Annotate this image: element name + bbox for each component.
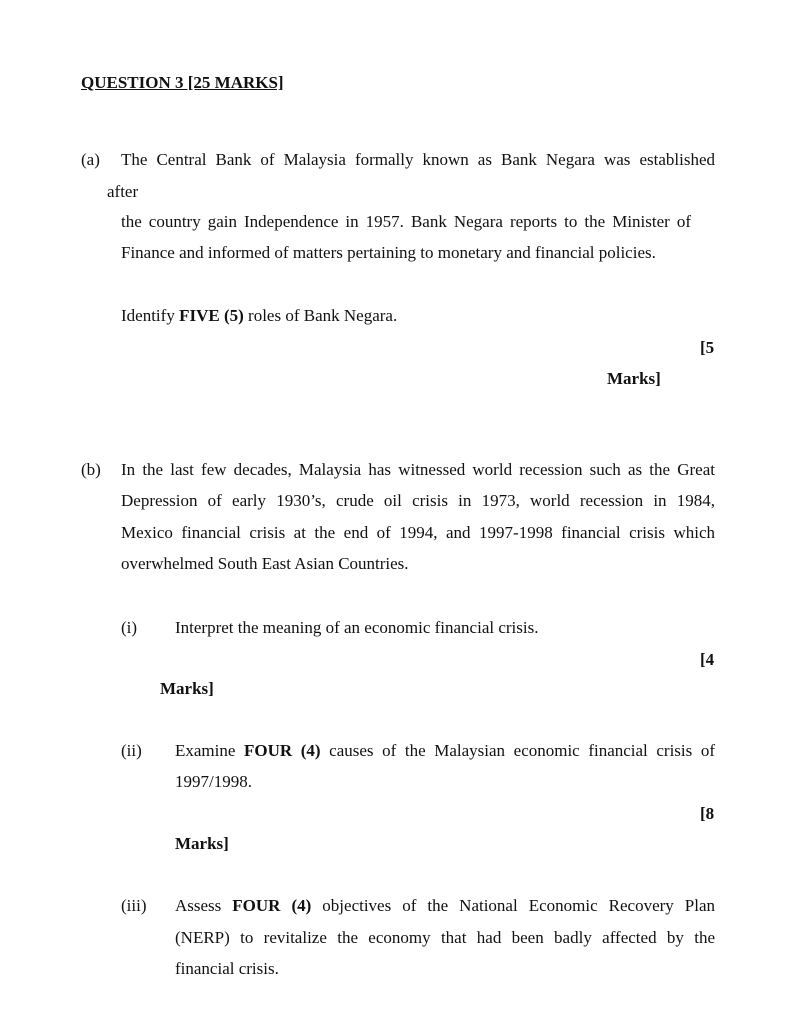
sub-ii-post: causes of the Malaysian economic financial crisis of: [320, 741, 715, 760]
part-a-task-pre: Identify: [121, 306, 180, 325]
part-b-line-1: In the last few decades, Malaysia has witnessed world recession such as the Great: [121, 460, 715, 479]
sub-iii-line-1: [175, 896, 715, 916]
part-b-line-2: Depression of early 1930’s, crude oil crisis in 1973, world recession in 1984,: [121, 491, 715, 510]
sub-iii-bold: FOUR (4): [232, 896, 312, 915]
part-a-line-4: Finance and informed of matters pertaining to monetary and financial policies.: [121, 243, 656, 262]
part-a-task-bold: FIVE (5): [179, 306, 244, 325]
part-b-line-3: Mexico financial crisis at the end of 1994, and 1997-1998 financial crisis which: [121, 523, 715, 542]
sub-i-label: (i): [121, 618, 138, 637]
part-a-task: [121, 306, 397, 326]
sub-ii-pre: Examine: [175, 741, 245, 760]
sub-ii-label: (ii): [121, 741, 142, 760]
part-a-task-post: roles of Bank Negara.: [243, 306, 398, 325]
sub-iii-line-3: financial crisis.: [175, 959, 279, 978]
part-b-line-4: overwhelmed South East Asian Countries.: [121, 554, 409, 573]
sub-ii-line-2: 1997/1998.: [175, 772, 252, 791]
sub-iii-post: objectives of the National Economic Recovery Plan: [311, 896, 716, 915]
question-heading: QUESTION 3 [25 MARKS]: [81, 73, 284, 92]
sub-i-marks-number: [4: [700, 650, 715, 669]
sub-i-text: Interpret the meaning of an economic financial crisis.: [175, 618, 539, 637]
sub-ii-marks-word: Marks]: [175, 834, 229, 853]
part-a-line-2: after: [107, 182, 139, 201]
sub-ii-bold: FOUR (4): [244, 741, 321, 760]
sub-i-marks-word: Marks]: [160, 679, 214, 698]
part-a-label: (a): [81, 150, 100, 169]
sub-iii-label: (iii): [121, 896, 147, 915]
sub-ii-marks-number: [8: [700, 804, 715, 823]
sub-ii-line-1: [175, 741, 715, 761]
part-a-line-1: The Central Bank of Malaysia formally known as Bank Negara was established: [121, 150, 715, 169]
part-a-line-3: the country gain Independence in 1957. Bank Negara reports to the Minister of: [121, 212, 691, 231]
sub-iii-line-2: (NERP) to revitalize the economy that had been badly affected by the: [175, 928, 715, 947]
part-a-marks-word: Marks]: [607, 369, 661, 388]
sub-iii-pre: Assess: [175, 896, 233, 915]
part-a-marks-number: [5: [700, 338, 715, 357]
part-b-label: (b): [81, 460, 101, 479]
